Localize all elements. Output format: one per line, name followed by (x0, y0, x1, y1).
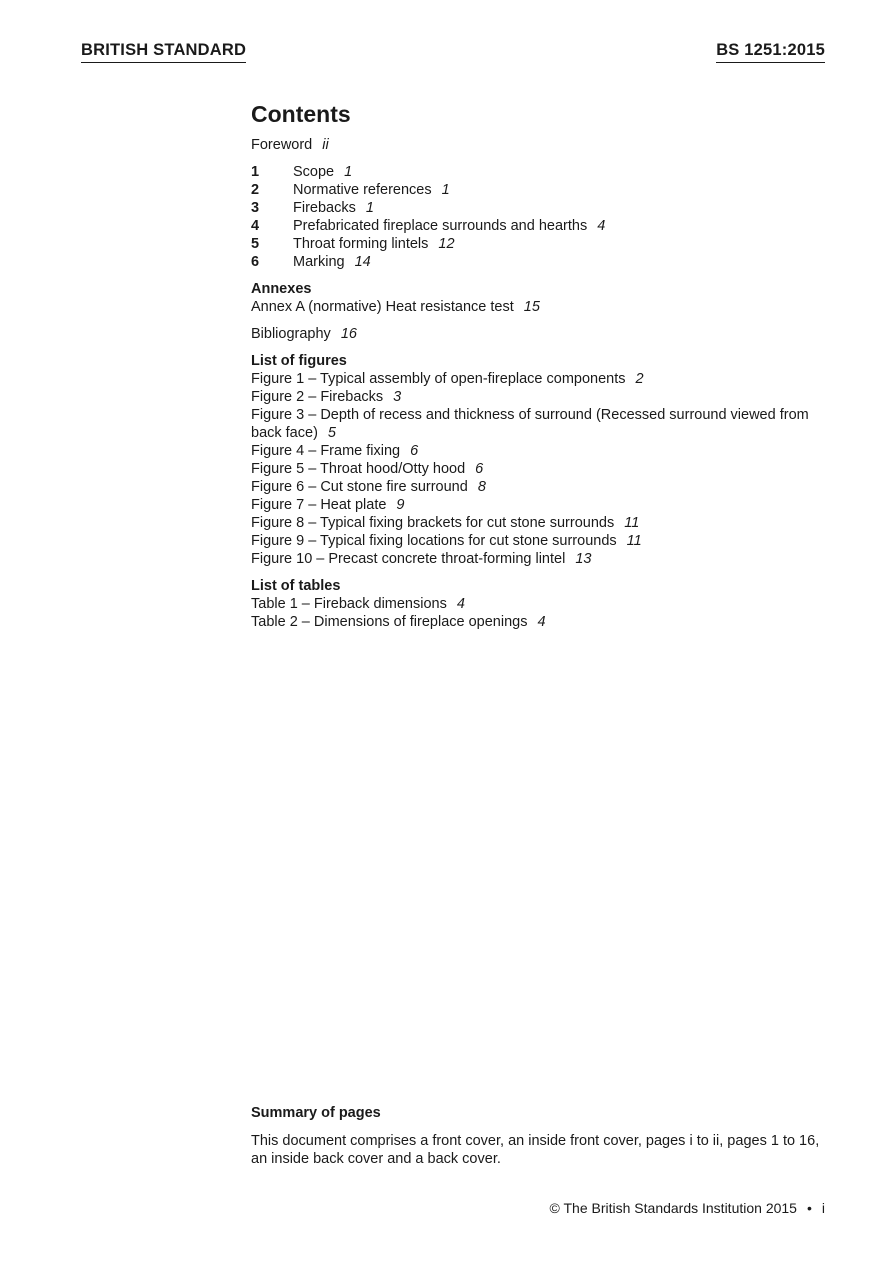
header-right: BS 1251:2015 (716, 40, 825, 63)
clause-page: 4 (597, 218, 606, 234)
clause-label: Scope (293, 164, 335, 180)
header-left: BRITISH STANDARD (81, 40, 246, 63)
figure-label: Figure 2 – Firebacks (251, 389, 384, 405)
toc-figure-1[interactable] (251, 370, 841, 388)
copyright-text: © The British Standards Institution 2015 (549, 1200, 797, 1216)
summary-heading: Summary of pages (251, 1105, 381, 1121)
figure-label: Figure 3 – Depth of recess and thickness of surround (Recessed surround viewed from back face) (251, 407, 809, 441)
toc-clause-5[interactable] (251, 235, 841, 253)
toc-figure-3[interactable] (251, 406, 841, 442)
clause-page: 14 (354, 254, 371, 270)
table-page: 4 (537, 614, 546, 630)
figure-page: 13 (575, 551, 592, 567)
toc-figure-5[interactable] (251, 460, 841, 478)
toc-figure-10[interactable] (251, 550, 841, 568)
toc-figure-6[interactable] (251, 478, 841, 496)
figure-label: Figure 4 – Frame fixing (251, 443, 401, 459)
toc-clause-6[interactable] (251, 253, 841, 271)
figure-page: 9 (396, 497, 405, 513)
figure-page: 8 (477, 479, 486, 495)
clause-number: 1 (251, 164, 260, 180)
clause-number: 6 (251, 254, 260, 270)
contents-section (251, 100, 841, 631)
figure-label: Figure 10 – Precast concrete throat-forming lintel (251, 551, 566, 567)
summary-section (251, 1104, 831, 1168)
figure-list (251, 370, 841, 568)
figures-heading: List of figures (251, 353, 347, 369)
figure-page: 11 (624, 515, 640, 531)
tables-heading: List of tables (251, 578, 341, 594)
clause-page: 12 (438, 236, 455, 252)
clause-label: Normative references (293, 182, 432, 198)
toc-figure-2[interactable] (251, 388, 841, 406)
toc-clause-2[interactable] (251, 181, 841, 199)
summary-text: This document comprises a front cover, an inside front cover, pages i to ii, pages 1 to 16, an inside back cover and a back cover. (251, 1133, 820, 1167)
page-title: Contents (251, 101, 351, 127)
toc-table-1[interactable] (251, 595, 841, 613)
figure-page: 5 (327, 425, 336, 441)
table-list (251, 595, 841, 631)
figure-page: 6 (410, 443, 419, 459)
table-label: Table 1 – Fireback dimensions (251, 596, 447, 612)
clause-list (251, 163, 841, 271)
clause-number: 4 (251, 218, 260, 234)
toc-clause-3[interactable] (251, 199, 841, 217)
clause-page: 1 (365, 200, 374, 216)
clause-label: Prefabricated fireplace surrounds and hearths (293, 218, 588, 234)
clause-label: Marking (293, 254, 345, 270)
toc-table-2[interactable] (251, 613, 841, 631)
toc-figure-7[interactable] (251, 496, 841, 514)
bullet-separator: • (806, 1200, 812, 1216)
figure-label: Figure 6 – Cut stone fire surround (251, 479, 468, 495)
clause-label: Throat forming lintels (293, 236, 429, 252)
figure-page: 2 (635, 371, 644, 387)
toc-entry-label: Foreword (251, 137, 313, 153)
clause-page: 1 (344, 164, 353, 180)
clause-number: 3 (251, 200, 260, 216)
figure-label: Figure 5 – Throat hood/Otty hood (251, 461, 466, 477)
figure-label: Figure 1 – Typical assembly of open-fireplace components (251, 371, 626, 387)
figure-page: 11 (626, 533, 642, 549)
toc-entry-page: 16 (340, 326, 357, 342)
toc-figure-9[interactable] (251, 532, 841, 550)
toc-entry-foreword[interactable] (251, 136, 841, 154)
toc-entry-page: 15 (523, 299, 540, 315)
clause-page: 1 (441, 182, 450, 198)
toc-figure-4[interactable] (251, 442, 841, 460)
toc-entry-page: ii (322, 137, 329, 153)
page-footer (550, 1199, 825, 1217)
clause-number: 5 (251, 236, 260, 252)
clause-label: Firebacks (293, 200, 356, 216)
toc-entry-label: Bibliography (251, 326, 331, 342)
clause-number: 2 (251, 182, 260, 198)
toc-entry-annex-a[interactable] (251, 298, 841, 316)
figure-label: Figure 9 – Typical fixing locations for cut stone surrounds (251, 533, 617, 549)
table-page: 4 (456, 596, 465, 612)
figure-label: Figure 7 – Heat plate (251, 497, 387, 513)
table-label: Table 2 – Dimensions of fireplace openings (251, 614, 528, 630)
annexes-heading: Annexes (251, 281, 312, 297)
page-number: i (821, 1200, 825, 1216)
toc-clause-1[interactable] (251, 163, 841, 181)
toc-clause-4[interactable] (251, 217, 841, 235)
toc-entry-bibliography[interactable] (251, 325, 841, 343)
figure-label: Figure 8 – Typical fixing brackets for cut stone surrounds (251, 515, 615, 531)
figure-page: 3 (393, 389, 402, 405)
figure-page: 6 (475, 461, 484, 477)
toc-entry-label: Annex A (normative) Heat resistance test (251, 299, 514, 315)
toc-figure-8[interactable] (251, 514, 841, 532)
